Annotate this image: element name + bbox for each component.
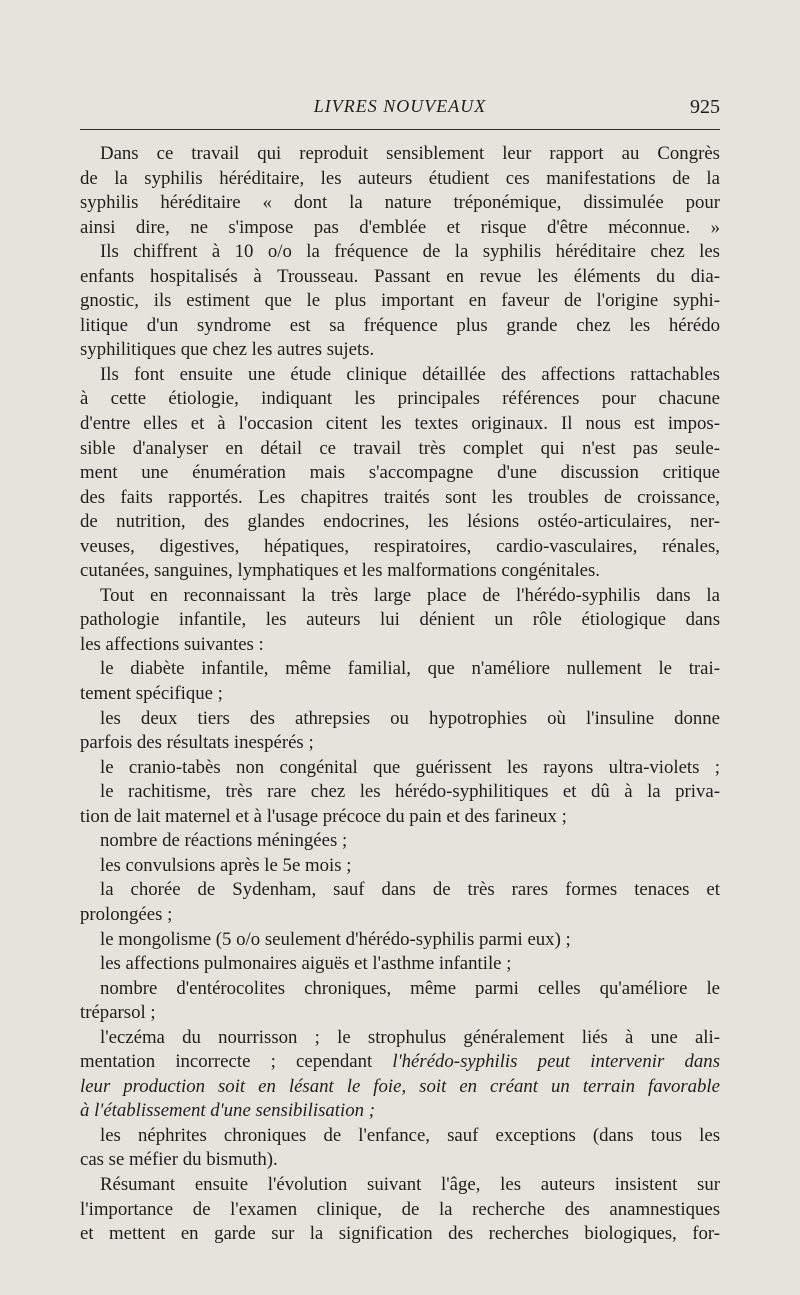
text-line: parfois des résultats inespérés ; [80, 732, 314, 754]
italic-line: à l'établissement d'une sensibilisation ; [80, 1100, 375, 1122]
text-line: le diabète infantile, même familial, que n'améliore nullement le trai- [100, 658, 720, 680]
text-line: Dans ce travail qui reproduit sensiblement leur rapport au Congrès [100, 143, 720, 164]
header-rule [80, 129, 720, 130]
text-line: l'importance de l'examen clinique, de la recherche des anamnestiques [80, 1198, 720, 1220]
text-line: pathologie infantile, les auteurs lui dénient un rôle étiologique dans [80, 609, 720, 631]
text-line: cas se méfier du bismuth). [80, 1149, 278, 1171]
text-line: les convulsions après le 5e mois ; [100, 854, 352, 876]
text-line: nombre de réactions méningées ; [100, 830, 348, 852]
text-line: les deux tiers des athrepsies ou hypotrophies où l'insuline donne [100, 707, 720, 729]
text-line: Ils font ensuite une étude clinique détaillée des affections rattachables [100, 363, 720, 385]
text-line: cutanées, sanguines, lymphatiques et les malformations congénitales. [80, 560, 600, 582]
text-line: les affections suivantes : [80, 633, 264, 655]
text-line: d'entre elles et à l'occasion citent les textes originaux. Il nous est impos- [80, 413, 720, 435]
text-line: Tout en reconnaissant la très large place de l'hérédo-syphilis dans la [100, 584, 720, 606]
text-line: la chorée de Sydenham, sauf dans de très rares formes tenaces et [100, 879, 720, 901]
text-line: les affections pulmonaires aiguës et l'asthme infantile ; [100, 953, 512, 975]
text-line: nombre d'entérocolites chroniques, même parmi celles qu'améliore le [100, 977, 720, 999]
text-line: gnostic, ils estiment que le plus important en faveur de l'origine syphi- [80, 290, 720, 312]
text-line: à cette étiologie, indiquant les principales références pour chacune [80, 388, 720, 410]
text-line: tréparsol ; [80, 1002, 156, 1024]
text-line: le cranio-tabès non congénital que guérissent les rayons ultra-violets ; [100, 756, 720, 778]
page-number: 925 [690, 96, 720, 118]
text-line: syphilis héréditaire « dont la nature tréponémique, dissimulée pour [80, 192, 720, 214]
text-line [80, 1050, 720, 1075]
body-text [80, 142, 720, 1247]
text-line: tement spécifique ; [80, 683, 223, 705]
text-line: litique d'un syndrome est sa fréquence plus grande chez les hérédo [80, 314, 720, 336]
italic-line: leur production soit en lésant le foie, soit en créant un terrain favorable [80, 1075, 720, 1097]
text-segment: mentation incorrecte ; cependant [80, 1051, 393, 1073]
text-line: l'eczéma du nourrisson ; le strophulus généralement liés à une ali- [100, 1026, 720, 1048]
running-title: LIVRES NOUVEAUX [313, 96, 487, 116]
text-line: prolongées ; [80, 903, 173, 925]
text-line: des faits rapportés. Les chapitres traités sont les troubles de croissance, [80, 486, 720, 508]
text-line: et mettent en garde sur la signification des recherches biologiques, for- [80, 1223, 720, 1245]
text-line: les néphrites chroniques de l'enfance, sauf exceptions (dans tous les [100, 1124, 720, 1146]
text-line: Résumant ensuite l'évolution suivant l'âge, les auteurs insistent sur [100, 1173, 720, 1195]
text-line: sible d'analyser en détail ce travail très complet qui n'est pas seule- [80, 437, 720, 459]
text-line: ment une énumération mais s'accompagne d'une discussion critique [80, 462, 720, 484]
text-line: syphilitiques que chez les autres sujets. [80, 339, 375, 361]
text-line: de nutrition, des glandes endocrines, les lésions ostéo-articulaires, ner- [80, 511, 720, 533]
italic-segment: l'hérédo-syphilis peut intervenir dans [392, 1051, 720, 1073]
text-line: tion de lait maternel et à l'usage précoce du pain et des farineux ; [80, 805, 567, 827]
text-line: le mongolisme (5 o/o seulement d'hérédo-syphilis parmi eux) ; [100, 928, 571, 950]
text-line: enfants hospitalisés à Trousseau. Passant en revue les éléments du dia- [80, 265, 720, 287]
text-line: le rachitisme, très rare chez les hérédo-syphilitiques et dû à la priva- [100, 781, 720, 803]
page-header [80, 96, 720, 126]
text-line: ainsi dire, ne s'impose pas d'emblée et risque d'être méconnue. » [80, 216, 720, 238]
text-line: de la syphilis héréditaire, les auteurs étudient ces manifestations de la [80, 167, 720, 189]
text-line: Ils chiffrent à 10 o/o la fréquence de la syphilis héréditaire chez les [100, 241, 720, 263]
text-line: veuses, digestives, hépatiques, respiratoires, cardio-vasculaires, rénales, [80, 535, 720, 557]
